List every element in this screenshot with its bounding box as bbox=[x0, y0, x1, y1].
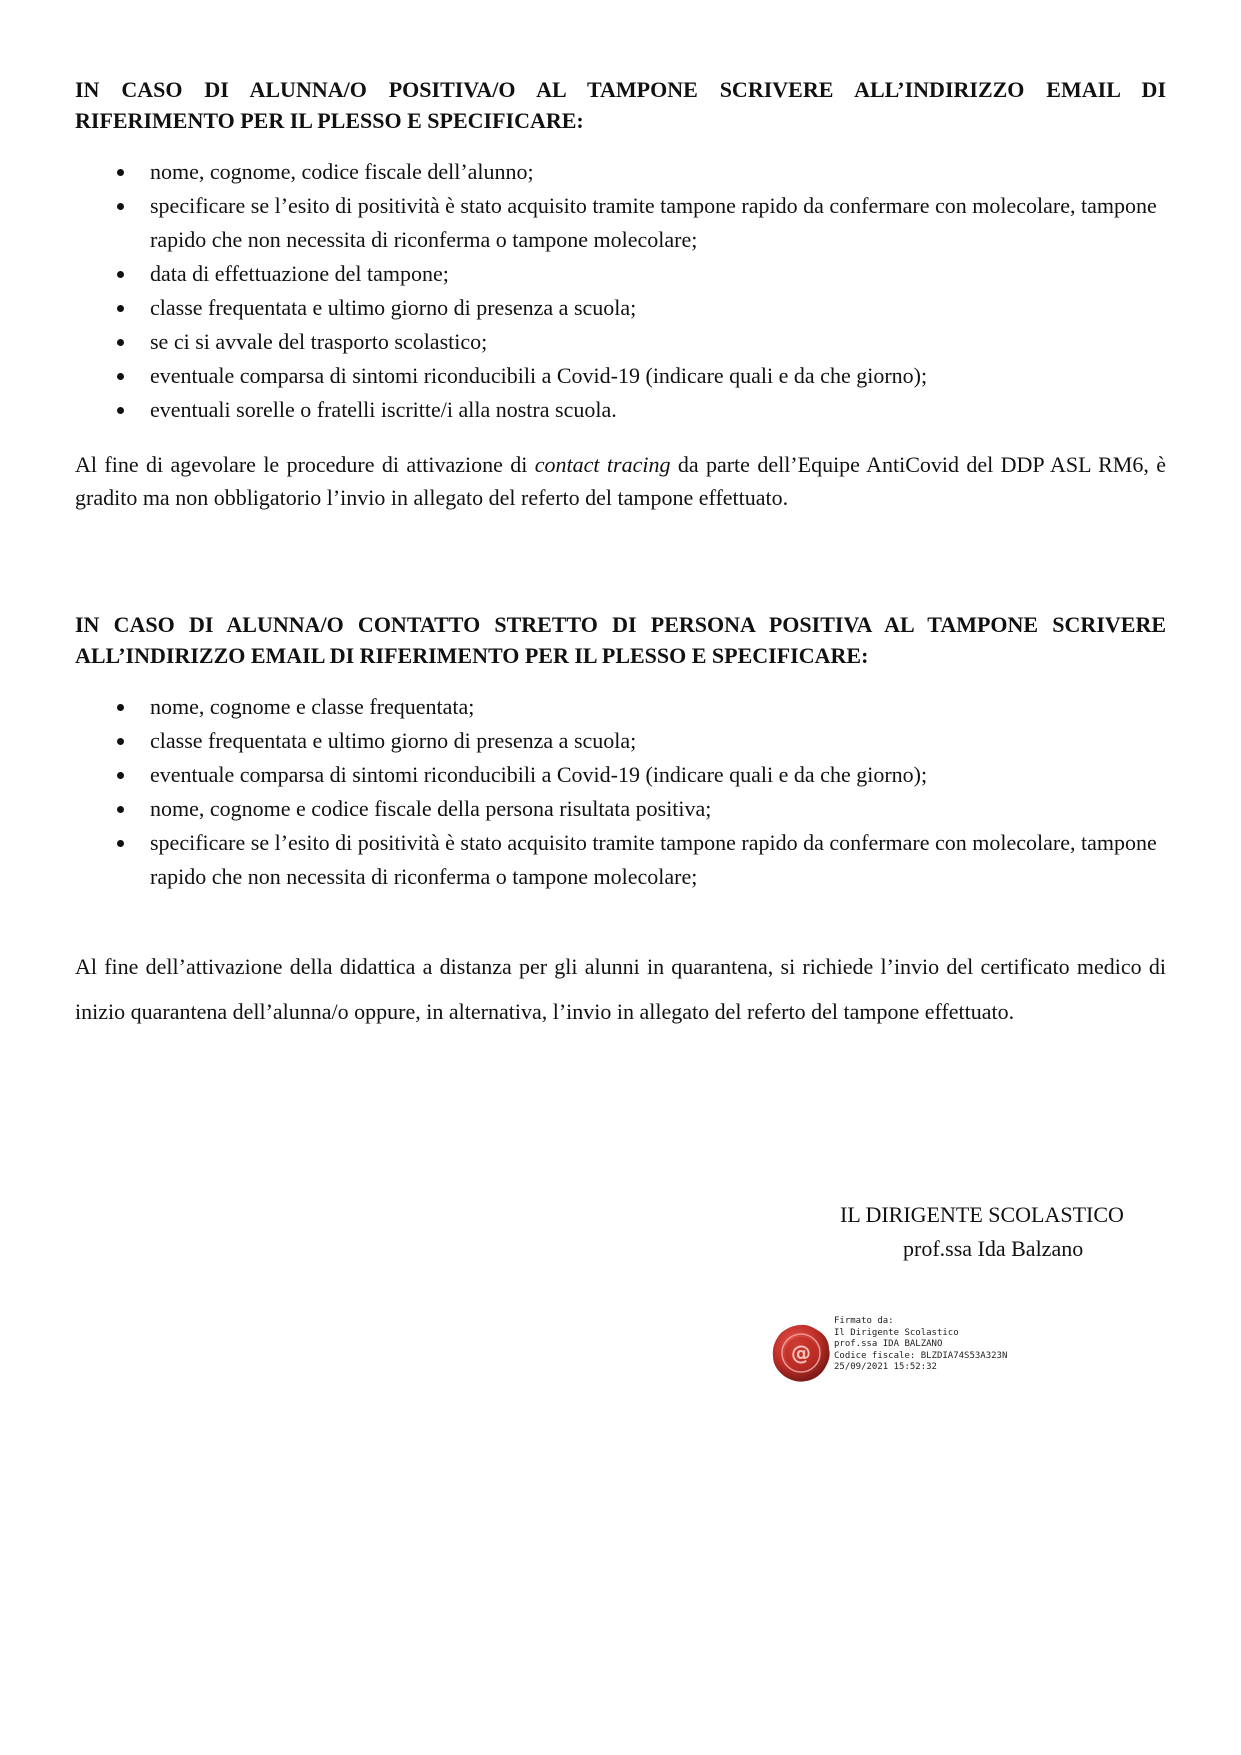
bullet-icon bbox=[117, 339, 124, 346]
wax-seal-icon bbox=[770, 1322, 832, 1384]
section2-heading: IN CASO DI ALUNNA/O CONTATTO STRETTO DI PERSONA POSITIVA AL TAMPONE SCRIVERE ALL’INDIRIZZO EMAIL DI RIFERIMENTO PER IL PLESSO E SPECIFICARE: bbox=[75, 612, 1166, 668]
list-item: eventuale comparsa di sintomi riconducibili a Covid-19 (indicare quali e da che giorno); bbox=[75, 359, 1200, 393]
closing-paragraph: Al fine dell’attivazione della didattica a distanza per gli alunni in quarantena, si richiede l’invio del certificato medico di inizio quarantena dell’alunna/o oppure, in alternativa, l’invio in allegato del referto del tampone effettuato. bbox=[75, 954, 1166, 1024]
list-item: data di effettuazione del tampone; bbox=[75, 257, 1200, 291]
bullet-icon bbox=[117, 806, 124, 813]
svg-text:@: @ bbox=[791, 1341, 811, 1365]
italic-term: contact tracing bbox=[534, 452, 671, 477]
bullet-icon bbox=[117, 840, 124, 847]
digital-signature bbox=[770, 1316, 1070, 1396]
bullet-icon bbox=[117, 271, 124, 278]
list-item: se ci si avvale del trasporto scolastico; bbox=[75, 325, 1200, 359]
signer-name: prof.ssa Ida Balzano bbox=[903, 1236, 1084, 1261]
bullet-icon bbox=[117, 704, 124, 711]
list-item: classe frequentata e ultimo giorno di presenza a scuola; bbox=[75, 291, 1200, 325]
bullet-icon bbox=[117, 305, 124, 312]
list-item: specificare se l’esito di positività è stato acquisito tramite tampone rapido da confermare con molecolare, tampone rapido che non necessita di riconferma o tampone molecolare; bbox=[75, 189, 1200, 257]
signature-details: Firmato da: Il Dirigente Scolastico prof.ssa IDA BALZANO Codice fiscale: BLZDIA74S53A323N 25/09/2021 15:52:32 bbox=[834, 1316, 1008, 1372]
section1-heading: IN CASO DI ALUNNA/O POSITIVA/O AL TAMPONE SCRIVERE ALL’INDIRIZZO EMAIL DI RIFERIMENTO PER IL PLESSO E SPECIFICARE: bbox=[75, 77, 1166, 133]
list-item: nome, cognome, codice fiscale dell’alunno; bbox=[75, 155, 1200, 189]
bullet-icon bbox=[117, 772, 124, 779]
bullet-icon bbox=[117, 169, 124, 176]
bullet-icon bbox=[117, 373, 124, 380]
bullet-icon bbox=[117, 203, 124, 210]
bullet-icon bbox=[117, 407, 124, 414]
list-item: nome, cognome e codice fiscale della persona risultata positiva; bbox=[75, 792, 1200, 826]
list-item: nome, cognome e classe frequentata; bbox=[75, 690, 1200, 724]
section1-list bbox=[75, 155, 1166, 427]
bullet-icon bbox=[117, 738, 124, 745]
list-item: classe frequentata e ultimo giorno di presenza a scuola; bbox=[75, 724, 1200, 758]
list-item: eventuale comparsa di sintomi riconducibili a Covid-19 (indicare quali e da che giorno); bbox=[75, 758, 1200, 792]
list-item: specificare se l’esito di positività è stato acquisito tramite tampone rapido da confermare con molecolare, tampone rapido che non necessita di riconferma o tampone molecolare; bbox=[75, 826, 1200, 894]
section1-paragraph: Al fine di agevolare le procedure di attivazione di contact tracing da parte dell’Equipe AntiCovid del DDP ASL RM6, è gradito ma non obbligatorio l’invio in allegato del referto del tampone effettuato. bbox=[75, 452, 1166, 510]
section2-list bbox=[75, 690, 1166, 894]
signer-role: IL DIRIGENTE SCOLASTICO bbox=[840, 1202, 1124, 1227]
list-item: eventuali sorelle o fratelli iscritte/i alla nostra scuola. bbox=[75, 393, 1200, 427]
